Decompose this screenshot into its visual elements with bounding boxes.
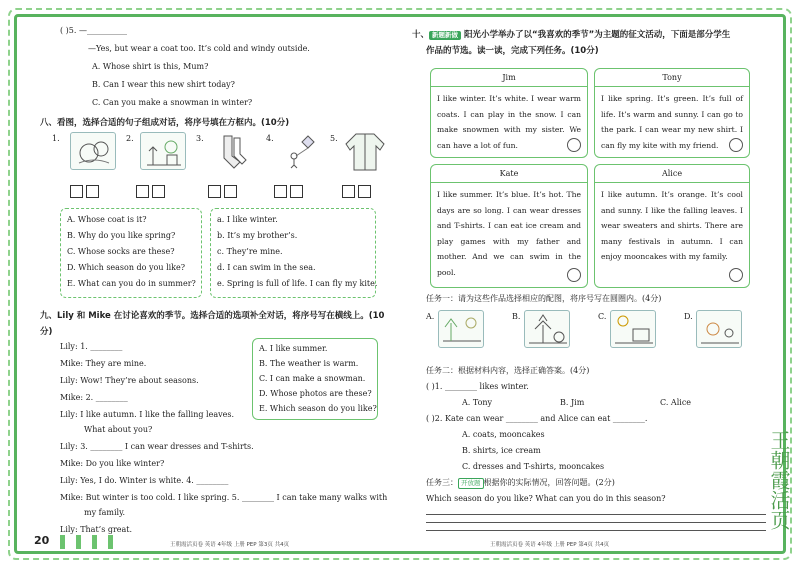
card-alice [594,164,750,288]
image-c-summer-icon [610,310,656,348]
answer-box-3a[interactable] [208,185,221,198]
pic-spring-park-icon [140,132,186,170]
image-a-spring-icon [438,310,484,348]
card-jim-answer-circle[interactable] [567,138,581,152]
task1-label-d: D. [684,312,693,321]
question-b: B. Why do you like spring? [67,231,176,240]
q5-option-c: C. Can you make a snowman in winter? [92,98,253,107]
question-d: D. Which season do you like? [67,263,186,272]
question-c: C. Whose socks are these? [67,247,175,256]
page-number: 20 [34,534,50,547]
pic-coat-icon [342,130,388,168]
answer-box-1b[interactable] [86,185,99,198]
pic-snowman-icon [70,132,116,170]
card-jim-name: Jim [431,69,587,87]
decorative-bars [60,534,124,553]
dialogue-line-2: Mike: They are mine. [60,359,147,368]
option-c: C. I can make a snowman. [259,374,366,383]
answer-box-5b[interactable] [358,185,371,198]
option-a: A. I like summer. [259,344,328,353]
task-3-label: 任务三： [426,478,458,487]
option-e: E. Which season do you like? [259,404,377,413]
card-alice-answer-circle[interactable] [729,268,743,282]
card-jim [430,68,588,158]
pic-number-3: 3. [196,134,204,143]
new-question-tag: 新题新做 [429,31,461,40]
pic-kite-girl-icon [278,132,324,170]
answer-box-1a[interactable] [70,185,83,198]
task2-q2-option-c: C. dresses and T-shirts, mooncakes [462,462,605,471]
pic-number-2: 2. [126,134,134,143]
dialogue-line-8: Mike: Do you like winter? [60,459,165,468]
dialogue-line-3: Lily: Wow! They’re about seasons. [60,376,199,385]
section-8-title: 八、看图，选择合适的句子组成对话，将序号填在方框内。(10分) [40,118,290,128]
questions-box [60,208,202,298]
q5-option-a: A. Whose shirt is this, Mum? [92,62,209,71]
answer-box-5a[interactable] [342,185,355,198]
dialogue-line-9: Lily: Yes, I do. Winter is white. 4. ________ [60,476,229,485]
answer-line-1[interactable] [426,514,766,515]
task2-q1-option-c: C. Alice [660,398,692,407]
card-alice-text: I like autumn. It’s orange. It’s cool and sunny. I like the falling leaves. I wear sweaters and shirts. There are many festivals in autumn. I can enjoy mooncakes with my family. [601,190,743,261]
answers-box [210,208,376,298]
card-kate-answer-circle[interactable] [567,268,581,282]
options-box [252,338,378,420]
open-question-tag: 开放题 [458,478,484,489]
answer-b: b. It’s my brother’s. [217,231,298,240]
q5-reply: —Yes, but wear a coat too. It’s cold and windy outside. [88,44,310,53]
q5-stem: ( )5. —__________ [60,26,127,35]
dialogue-line-11: my family. [84,508,126,517]
option-b: B. The weather is warm. [259,359,359,368]
task2-question-2: ( )2. Kate can wear ________ and Alice can eat ________. [426,414,648,423]
card-tony-answer-circle[interactable] [729,138,743,152]
task-2-title: 任务二：根据材料内容，选择正确答案。(4分) [426,366,590,375]
card-kate-text: I like summer. It’s blue. It’s hot. The days are so long. I can wear dresses and T-shirts. I can eat ice cream and play games with my father and mother. And we can swim in the pool. [437,190,581,277]
answer-box-3b[interactable] [224,185,237,198]
answer-d: d. I can swim in the sea. [217,263,316,272]
pic-number-4: 4. [266,134,274,143]
task1-label-b: B. [512,312,521,321]
dialogue-line-4: Mike: 2. ________ [60,393,128,402]
pic-number-1: 1. [52,134,60,143]
dialogue-line-10: Mike: But winter is too cold. I like spring. 5. ________ I can take many walks with [60,493,388,502]
answer-box-2b[interactable] [152,185,165,198]
card-tony [594,68,750,158]
pic-socks-icon [210,132,256,170]
option-d: D. Whose photos are these? [259,389,372,398]
task1-label-c: C. [598,312,607,321]
task-3-title: 根据你的实际情况，回答问题。(2分) [483,478,615,487]
dialogue-line-1: Lily: 1. ________ [60,342,123,351]
task-3-heading [426,478,615,489]
brand-logo: 王朝霞活页 [767,430,791,530]
answer-box-4a[interactable] [274,185,287,198]
task1-label-a: A. [426,312,435,321]
dialogue-line-6: What about you? [84,425,153,434]
q5-option-b: B. Can I wear this new shirt today? [92,80,235,89]
answer-box-2a[interactable] [136,185,149,198]
left-footer: 王朝霞活页卷 英语 4年级 上册 PEP 第3页 共4页 [170,542,290,548]
section-9-title: 九、Lily 和 Mike 在讨论喜欢的季节。选择合适的选项补全对话，将序号写在横线上。(10分) [40,311,385,337]
task2-q2-option-b: B. shirts, ice cream [462,446,541,455]
card-tony-text: I like spring. It’s green. It’s full of life. It’s warm and sunny. I can go to the park. I can wear my new shirt. I can fly my kite with my friend. [601,94,743,150]
question-a: A. Whose coat is it? [67,215,147,224]
task-1-title: 任务一：请为这些作品选择相应的配图，将序号写在圆圈内。(4分) [426,294,662,303]
card-kate [430,164,588,288]
right-footer: 王朝霞活页卷 英语 4年级 上册 PEP 第4页 共4页 [490,542,610,548]
answer-a: a. I like winter. [217,215,278,224]
answer-c: c. They’re mine. [217,247,283,256]
answer-line-2[interactable] [426,522,766,523]
answer-box-4b[interactable] [290,185,303,198]
section-10-title-2: 作品的节选。读一读，完成下列任务。(10分) [426,46,599,56]
card-kate-name: Kate [431,165,587,183]
dialogue-line-12: Lily: That’s great. [60,525,133,534]
section-10-title: 阳光小学举办了以“我喜欢的季节”为主题的征文活动，下面是部分学生 [464,30,731,40]
section-10-prefix: 十、 [412,30,430,40]
image-d-autumn-icon [696,310,742,348]
task2-q1-option-b: B. Jim [560,398,585,407]
image-b-winter-icon [524,310,570,348]
pic-number-5: 5. [330,134,338,143]
question-e: E. What can you do in summer? [67,279,196,288]
task2-q1-option-a: A. Tony [462,398,493,407]
dialogue-line-7: Lily: 3. ________ I can wear dresses and T-shirts. [60,442,254,451]
task2-question-1: ( )1. ________ likes winter. [426,382,529,391]
answer-line-3[interactable] [426,530,766,531]
answer-e: e. Spring is full of life. I can fly my kite. [217,279,378,288]
card-jim-text: I like winter. It’s white. I wear warm coats. I can play in the snow. I can make snowmen with my sister. We can have a lot of fun. [437,94,581,150]
section-10-heading [412,30,730,41]
card-tony-name: Tony [595,69,749,87]
dialogue-line-5: Lily: I like autumn. I like the falling leaves. [60,410,235,419]
task2-q2-option-a: A. coats, mooncakes [462,430,545,439]
task-3-question: Which season do you like? What can you do in this season? [426,494,666,503]
card-alice-name: Alice [595,165,749,183]
